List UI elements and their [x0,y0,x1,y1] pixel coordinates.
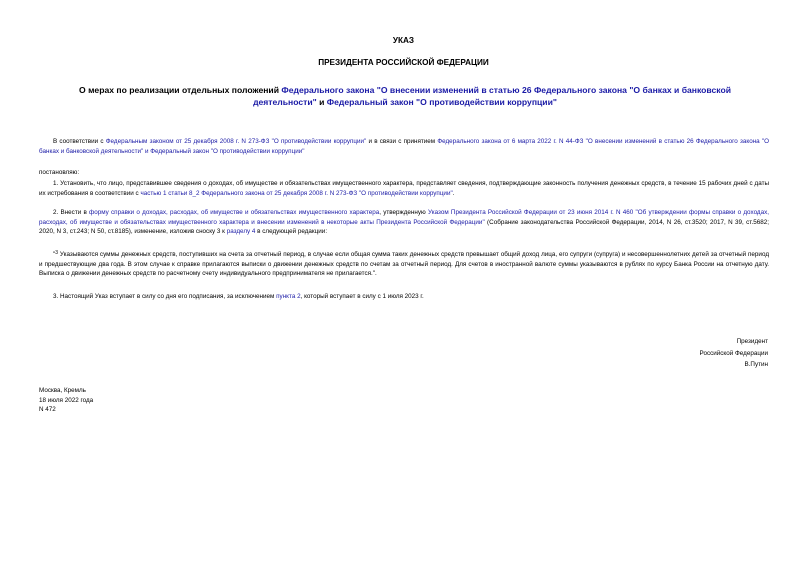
item-2-link-decree-460[interactable]: Указом Президента Российской Федерации от 23 июня 2014 г. N 460 "Об утверждении формы справки о доходах, расходах, об имуществе и обязательствах имущественного характера и внесении изменений в некоторые акты Президента Российской Федерации" [39,209,770,226]
place-text: Москва, Кремль [39,387,86,394]
item-3-paragraph [39,292,769,302]
subject-link-law-44fz[interactable]: Федерального закона "О внесении изменений в статью 26 Федерального закона "О банках и банковской деятельности" [253,85,731,107]
item-1-paragraph [39,179,769,198]
postanovlyayu-text: постановляю: [39,169,80,176]
signature-country: Российской Федерации [699,349,768,357]
item-3-link-point-2[interactable]: пункта 2 [276,293,301,300]
document-title: УКАЗ [392,36,415,45]
intro-paragraph [39,137,769,156]
footnote-quote-paragraph [39,249,769,279]
footnote-number: 3 [55,250,59,256]
intro-prefix: В соответствии с [53,138,106,145]
place-date-block [39,386,93,415]
item-2-link-section-4[interactable]: разделу 4 [226,228,256,235]
quote-open: " [53,251,56,258]
item-1-suffix: . [452,189,455,197]
signature-position: Президент [736,338,768,345]
item-2-paragraph [39,208,769,237]
item-2-mid2: (Собрание законодательства Российской Федерации, 2014, N 26, ст.3520; 2017, N 39, ст.5682; 2020, N 3, ст.243; N 50, ст.8185), изменение, изложив сноску 3 к [39,218,769,235]
item-3-prefix: 3. Настоящий Указ вступает в силу со дня его подписания, за исключением [53,293,277,300]
intro-link-273fz[interactable]: Федеральным законом от 25 декабря 2008 г. N 273-ФЗ "О противодействии коррупции" [105,138,367,145]
quote-text: Указываются суммы денежных средств, поступивших на счета за отчетный период, в случае если общая сумма таких денежных средств превышает общий доход лица, его супруги (супруга) и несовершеннолетних детей за отчетный период и предшествующие два года. В этом случае к справке прилагаются выписки о движении денежных средств по счетам за отчетный период. Для счетов в иностранной валюте суммы указываются в рублях по курсу Банка России на отчетную дату. Выписка о движении денежных средств по расчетному счету индивидуального предпринимателя не прилагается.". [39,251,769,277]
subject-prefix: О мерах по реализации отдельных положений [79,85,282,95]
decree-number: N 472 [39,406,56,414]
subject-link-anticorruption-law[interactable]: Федеральный закон "О противодействии коррупции" [326,96,557,107]
subject-mid: и [316,96,327,107]
item-2-link-form[interactable]: форму справки о доходах, расходах, об имуществе и обязательствах имущественного характера [89,209,380,216]
item-2-suffix: в следующей редакции: [255,228,328,235]
item-1-link-article-8-2[interactable]: частью 1 статьи 8_2 Федерального закона от 25 декабря 2008 г. N 273-ФЗ "О противодействии коррупции" [140,189,453,197]
item-1-text: 1. Установить, что лицо, представившее сведения о доходах, об имуществе и обязательствах имущественного характера, представляет сведения, подтверждающие законность получения денежных средств, в течение 15 рабочих дней с даты их истребования в соответствии с [39,180,769,197]
document-issuer: ПРЕЗИДЕНТА РОССИЙСКОЙ ФЕДЕРАЦИИ [318,58,489,67]
intro-mid: и в связи с принятием [366,138,438,145]
intro-link-44fz[interactable]: Федерального закона от 6 марта 2022 г. N 44-ФЗ "О внесении изменений в статью 26 Федерального закона "О банках и банковской деятельности" и Федеральный закон "О противодействии коррупции" [39,138,770,155]
item-2-prefix: 2. Внести в [53,209,90,216]
item-3-suffix: , который вступает в силу с 1 июля 2023 г. [300,293,424,300]
date-text: 18 июля 2022 года [39,396,94,404]
document-subject [60,85,750,108]
signature-name: В.Путин [744,361,768,368]
signature-block [700,336,768,371]
item-2-mid1: , утвержденную [379,209,428,216]
